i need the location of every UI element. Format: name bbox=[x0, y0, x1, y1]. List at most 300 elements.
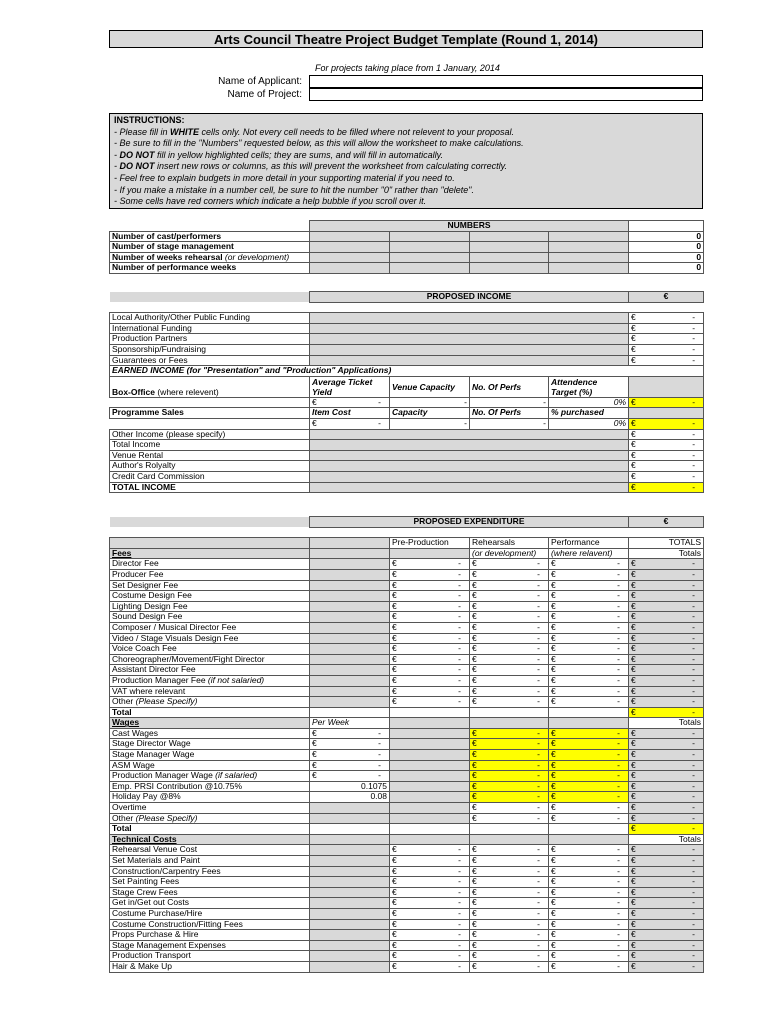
currency-header: € bbox=[629, 517, 704, 528]
currency-cell[interactable] bbox=[390, 887, 470, 898]
euro-sign: € bbox=[631, 450, 636, 460]
dash-value: - bbox=[617, 802, 620, 813]
currency-cell[interactable] bbox=[629, 450, 704, 461]
currency-cell[interactable] bbox=[470, 612, 549, 623]
euro-sign: € bbox=[472, 919, 477, 929]
dash-value: - bbox=[537, 633, 540, 643]
currency-cell[interactable] bbox=[470, 856, 549, 867]
currency-cell[interactable] bbox=[549, 569, 629, 580]
cell bbox=[310, 302, 704, 313]
currency-cell[interactable] bbox=[310, 739, 390, 750]
currency-cell bbox=[470, 792, 549, 803]
currency-cell[interactable] bbox=[470, 813, 549, 824]
cell bbox=[390, 760, 470, 771]
euro-sign: € bbox=[551, 643, 556, 654]
currency-cell[interactable] bbox=[470, 845, 549, 856]
row-label: Production Manager Wage (if salaried) bbox=[110, 771, 310, 782]
dash-value: - bbox=[692, 897, 695, 908]
instruction-line: - Feel free to explain budgets in more detail in your supporting material if you need to. bbox=[114, 172, 455, 183]
currency-cell bbox=[629, 397, 704, 408]
dash-value: - bbox=[617, 654, 620, 664]
currency-cell[interactable] bbox=[549, 908, 629, 919]
currency-cell bbox=[549, 781, 629, 792]
currency-cell[interactable] bbox=[310, 397, 390, 408]
dash-value: - bbox=[692, 813, 695, 823]
cell bbox=[310, 697, 390, 708]
currency-cell[interactable] bbox=[549, 622, 629, 633]
currency-cell[interactable] bbox=[549, 559, 629, 570]
euro-sign: € bbox=[551, 929, 556, 940]
currency-cell[interactable] bbox=[390, 654, 470, 665]
euro-sign: € bbox=[631, 675, 636, 685]
dash-value: - bbox=[537, 919, 540, 929]
currency-cell[interactable] bbox=[390, 665, 470, 676]
currency-cell bbox=[549, 750, 629, 761]
currency-cell[interactable] bbox=[470, 919, 549, 930]
dash-value: - bbox=[458, 643, 461, 654]
table-row bbox=[110, 877, 704, 888]
currency-cell bbox=[470, 760, 549, 771]
row-label: Other (Please Specify) bbox=[110, 697, 310, 708]
dash-value: - bbox=[692, 611, 695, 622]
dash-value[interactable]: - bbox=[390, 397, 470, 408]
euro-sign: € bbox=[392, 897, 397, 908]
cell bbox=[310, 951, 390, 962]
currency-cell[interactable] bbox=[390, 569, 470, 580]
euro-sign: € bbox=[631, 940, 636, 950]
dash-value: - bbox=[617, 760, 620, 770]
euro-sign: € bbox=[551, 738, 556, 749]
currency-cell bbox=[629, 930, 704, 941]
cell bbox=[470, 718, 549, 729]
euro-sign: € bbox=[472, 569, 477, 579]
currency-cell[interactable] bbox=[470, 951, 549, 962]
row-label: Sponsorship/Fundraising bbox=[110, 344, 310, 355]
table-row bbox=[110, 908, 704, 919]
row-label: Emp. PRSI Contribution @10.75% bbox=[110, 781, 310, 792]
table-row bbox=[110, 824, 704, 835]
table-row bbox=[110, 718, 704, 729]
currency-cell[interactable] bbox=[549, 601, 629, 612]
currency-cell[interactable] bbox=[470, 803, 549, 814]
currency-cell[interactable] bbox=[629, 429, 704, 440]
currency-cell bbox=[629, 792, 704, 803]
table-row bbox=[110, 450, 704, 461]
currency-cell bbox=[629, 919, 704, 930]
cell bbox=[390, 781, 470, 792]
currency-cell[interactable] bbox=[629, 323, 704, 334]
totals-header: Totals bbox=[629, 718, 704, 729]
euro-sign: € bbox=[551, 961, 556, 971]
euro-sign: € bbox=[551, 675, 556, 685]
currency-cell[interactable] bbox=[390, 601, 470, 612]
currency-cell[interactable] bbox=[390, 559, 470, 570]
euro-sign: € bbox=[392, 569, 397, 579]
dash-value: - bbox=[617, 558, 620, 569]
dash-value: - bbox=[692, 887, 695, 897]
table-row bbox=[110, 440, 704, 451]
dash-value: - bbox=[458, 919, 461, 929]
row-label: Other Income (please specify) bbox=[110, 429, 310, 440]
currency-cell[interactable] bbox=[470, 877, 549, 888]
currency-cell[interactable] bbox=[470, 622, 549, 633]
input-cell[interactable] bbox=[470, 231, 549, 242]
input-cell[interactable] bbox=[310, 429, 629, 440]
currency-cell bbox=[629, 707, 704, 718]
dash-value: - bbox=[692, 675, 695, 685]
currency-cell[interactable] bbox=[470, 644, 549, 655]
euro-sign: € bbox=[472, 908, 477, 918]
dash-value: - bbox=[692, 312, 696, 323]
currency-cell[interactable] bbox=[470, 569, 549, 580]
euro-sign: € bbox=[392, 919, 397, 929]
currency-cell[interactable] bbox=[310, 750, 390, 761]
dash-value: - bbox=[692, 558, 695, 569]
input-cell[interactable] bbox=[390, 263, 470, 274]
input-cell[interactable] bbox=[310, 323, 629, 334]
table-row bbox=[110, 887, 704, 898]
currency-cell[interactable] bbox=[390, 697, 470, 708]
currency-cell[interactable] bbox=[390, 940, 470, 951]
income-table bbox=[109, 291, 704, 493]
currency-cell[interactable] bbox=[390, 930, 470, 941]
table-row bbox=[110, 313, 704, 324]
input-cell[interactable] bbox=[549, 252, 629, 263]
dash-value: - bbox=[617, 686, 620, 696]
input-cell[interactable] bbox=[470, 263, 549, 274]
row-label: Production Manager Fee (if not salaried) bbox=[110, 675, 310, 686]
dash-value: - bbox=[537, 749, 540, 760]
euro-sign: € bbox=[631, 908, 636, 918]
cell bbox=[110, 517, 310, 528]
euro-sign: € bbox=[312, 760, 317, 770]
input-cell[interactable] bbox=[310, 252, 390, 263]
currency-cell[interactable] bbox=[549, 675, 629, 686]
instruction-line: - Some cells have red corners which indicate a help bubble if you scroll over it. bbox=[114, 196, 427, 207]
currency-cell[interactable] bbox=[470, 930, 549, 941]
row-label: Sound Design Fee bbox=[110, 612, 310, 623]
currency-cell[interactable] bbox=[390, 612, 470, 623]
dash-value: - bbox=[537, 728, 540, 738]
currency-cell[interactable] bbox=[470, 591, 549, 602]
input-cell[interactable] bbox=[310, 242, 390, 253]
currency-cell[interactable] bbox=[470, 887, 549, 898]
input-cell[interactable] bbox=[549, 231, 629, 242]
currency-cell[interactable] bbox=[310, 728, 390, 739]
cell bbox=[310, 569, 390, 580]
dash-value: - bbox=[692, 580, 695, 590]
currency-cell[interactable] bbox=[549, 633, 629, 644]
currency-cell[interactable] bbox=[629, 440, 704, 451]
euro-sign: € bbox=[472, 876, 477, 887]
col-header: Item Cost bbox=[310, 408, 390, 419]
table-row bbox=[110, 951, 704, 962]
euro-sign: € bbox=[551, 569, 556, 579]
currency-cell[interactable] bbox=[549, 940, 629, 951]
currency-cell bbox=[629, 781, 704, 792]
currency-cell[interactable] bbox=[470, 908, 549, 919]
currency-cell[interactable] bbox=[470, 898, 549, 909]
currency-cell[interactable] bbox=[390, 951, 470, 962]
currency-cell[interactable] bbox=[549, 803, 629, 814]
currency-cell[interactable] bbox=[390, 856, 470, 867]
table-row bbox=[110, 323, 704, 334]
currency-cell[interactable] bbox=[470, 940, 549, 951]
euro-sign: € bbox=[472, 802, 477, 813]
row-label: Rehearsal Venue Cost bbox=[110, 845, 310, 856]
euro-sign: € bbox=[551, 908, 556, 918]
technical-section-label: Technical Costs bbox=[110, 834, 310, 845]
currency-cell bbox=[549, 771, 629, 782]
dash-value: - bbox=[537, 580, 540, 590]
currency-cell[interactable] bbox=[390, 675, 470, 686]
currency-cell[interactable] bbox=[549, 686, 629, 697]
table-row bbox=[110, 527, 704, 538]
currency-cell[interactable] bbox=[470, 654, 549, 665]
table-row bbox=[110, 538, 704, 549]
table-row bbox=[110, 845, 704, 856]
currency-cell bbox=[629, 665, 704, 676]
dash-value: - bbox=[458, 633, 461, 643]
currency-cell[interactable] bbox=[549, 877, 629, 888]
currency-cell[interactable] bbox=[390, 866, 470, 877]
dash-value: - bbox=[458, 876, 461, 887]
euro-sign: € bbox=[472, 633, 477, 643]
currency-cell[interactable] bbox=[549, 845, 629, 856]
table-row bbox=[110, 781, 704, 792]
table-row bbox=[110, 834, 704, 845]
cell bbox=[390, 792, 470, 803]
currency-cell[interactable] bbox=[390, 877, 470, 888]
euro-sign: € bbox=[631, 580, 636, 590]
currency-cell[interactable] bbox=[629, 461, 704, 472]
euro-sign: € bbox=[551, 728, 556, 738]
currency-cell[interactable] bbox=[549, 697, 629, 708]
currency-cell[interactable] bbox=[310, 418, 390, 429]
input-cell[interactable] bbox=[310, 461, 629, 472]
currency-cell[interactable] bbox=[390, 633, 470, 644]
euro-sign: € bbox=[551, 897, 556, 908]
numbers-header: NUMBERS bbox=[310, 221, 629, 232]
input-cell[interactable] bbox=[310, 450, 629, 461]
dash-value: - bbox=[692, 940, 695, 950]
currency-cell[interactable] bbox=[549, 898, 629, 909]
project-field[interactable] bbox=[309, 88, 703, 101]
currency-cell[interactable] bbox=[470, 633, 549, 644]
cell bbox=[629, 376, 704, 397]
euro-sign: € bbox=[472, 760, 477, 770]
currency-cell[interactable] bbox=[629, 313, 704, 324]
currency-cell bbox=[629, 633, 704, 644]
euro-sign: € bbox=[631, 929, 636, 940]
dash-value: - bbox=[537, 738, 540, 749]
table-row bbox=[110, 728, 704, 739]
percent-value[interactable]: 0% bbox=[549, 418, 629, 429]
row-label: Number of cast/performers bbox=[110, 231, 310, 242]
euro-sign: € bbox=[631, 749, 636, 760]
currency-cell[interactable] bbox=[390, 961, 470, 972]
currency-cell[interactable] bbox=[549, 866, 629, 877]
currency-cell[interactable] bbox=[629, 344, 704, 355]
currency-cell[interactable] bbox=[470, 580, 549, 591]
euro-sign: € bbox=[392, 622, 397, 632]
euro-sign: € bbox=[472, 622, 477, 632]
euro-sign: € bbox=[631, 601, 636, 611]
cell bbox=[310, 538, 390, 549]
currency-cell[interactable] bbox=[390, 591, 470, 602]
expenditure-table bbox=[109, 516, 704, 973]
currency-cell[interactable] bbox=[310, 771, 390, 782]
currency-cell[interactable] bbox=[549, 856, 629, 867]
euro-sign: € bbox=[631, 643, 636, 654]
currency-cell[interactable] bbox=[549, 591, 629, 602]
currency-cell[interactable] bbox=[470, 559, 549, 570]
input-cell[interactable] bbox=[390, 242, 470, 253]
row-label: International Funding bbox=[110, 323, 310, 334]
dash-value[interactable]: - bbox=[470, 397, 549, 408]
page-title: Arts Council Theatre Project Budget Template (Round 1, 2014) bbox=[109, 30, 703, 48]
cell bbox=[390, 718, 470, 729]
euro-sign: € bbox=[472, 950, 477, 961]
euro-sign: € bbox=[551, 760, 556, 770]
input-cell[interactable] bbox=[390, 252, 470, 263]
currency-cell[interactable] bbox=[390, 898, 470, 909]
col-note: (or development) bbox=[470, 548, 549, 559]
dash-value: - bbox=[692, 738, 695, 749]
currency-cell[interactable] bbox=[390, 622, 470, 633]
input-cell[interactable] bbox=[310, 313, 629, 324]
input-cell[interactable] bbox=[390, 231, 470, 242]
euro-sign: € bbox=[472, 961, 477, 971]
currency-cell[interactable] bbox=[390, 845, 470, 856]
euro-sign: € bbox=[392, 887, 397, 897]
instruction-line: - If you make a mistake in a number cell, be sure to hit the number "0" rather than "delete". bbox=[114, 184, 474, 195]
cell bbox=[310, 675, 390, 686]
input-cell[interactable] bbox=[310, 231, 390, 242]
input-cell[interactable] bbox=[310, 263, 390, 274]
currency-cell[interactable] bbox=[549, 919, 629, 930]
table-row bbox=[110, 633, 704, 644]
currency-cell[interactable] bbox=[390, 644, 470, 655]
dash-value: - bbox=[617, 940, 620, 950]
currency-cell[interactable] bbox=[549, 930, 629, 941]
dash-value: - bbox=[537, 866, 540, 876]
cell bbox=[310, 559, 390, 570]
input-cell[interactable] bbox=[310, 471, 629, 482]
currency-cell[interactable] bbox=[470, 686, 549, 697]
currency-cell[interactable] bbox=[549, 644, 629, 655]
currency-cell[interactable] bbox=[390, 908, 470, 919]
currency-cell[interactable] bbox=[470, 866, 549, 877]
euro-sign: € bbox=[551, 633, 556, 643]
dash-value: - bbox=[692, 855, 695, 865]
dash-value: - bbox=[537, 844, 540, 855]
currency-cell[interactable] bbox=[629, 334, 704, 345]
row-label: Set Materials and Paint bbox=[110, 856, 310, 867]
dash-value[interactable]: - bbox=[390, 418, 470, 429]
col-header: No. Of Perfs bbox=[470, 408, 549, 419]
dash-value: - bbox=[458, 601, 461, 611]
currency-cell[interactable] bbox=[549, 951, 629, 962]
dash-value: - bbox=[692, 707, 695, 717]
euro-sign: € bbox=[312, 728, 317, 738]
currency-cell bbox=[470, 750, 549, 761]
table-row bbox=[110, 591, 704, 602]
input-cell[interactable] bbox=[549, 242, 629, 253]
cell bbox=[310, 930, 390, 941]
table-row bbox=[110, 242, 704, 253]
applicant-field[interactable] bbox=[309, 75, 703, 88]
input-cell[interactable] bbox=[310, 334, 629, 345]
currency-cell[interactable] bbox=[470, 601, 549, 612]
number-value: 0 bbox=[629, 252, 704, 263]
dash-value: - bbox=[458, 929, 461, 940]
currency-cell[interactable] bbox=[470, 675, 549, 686]
euro-sign: € bbox=[472, 686, 477, 696]
table-row bbox=[110, 355, 704, 366]
cell bbox=[310, 654, 390, 665]
currency-cell[interactable] bbox=[390, 580, 470, 591]
input-cell[interactable] bbox=[470, 252, 549, 263]
euro-sign: € bbox=[631, 333, 636, 344]
currency-cell[interactable] bbox=[629, 355, 704, 366]
currency-cell[interactable] bbox=[470, 665, 549, 676]
dash-value: - bbox=[692, 590, 695, 601]
currency-cell[interactable] bbox=[549, 612, 629, 623]
currency-cell[interactable] bbox=[629, 471, 704, 482]
dash-value: - bbox=[537, 654, 540, 664]
project-label: Name of Project: bbox=[227, 89, 302, 100]
dash-value: - bbox=[378, 728, 381, 738]
cell bbox=[110, 292, 310, 303]
dash-value: - bbox=[537, 770, 540, 781]
input-cell[interactable] bbox=[310, 440, 629, 451]
input-cell[interactable] bbox=[310, 355, 629, 366]
currency-cell[interactable] bbox=[549, 813, 629, 824]
currency-cell[interactable] bbox=[470, 961, 549, 972]
euro-sign: € bbox=[312, 397, 317, 407]
programme-label: Programme Sales bbox=[110, 408, 310, 419]
currency-cell[interactable] bbox=[549, 654, 629, 665]
cell bbox=[310, 591, 390, 602]
currency-cell[interactable] bbox=[470, 697, 549, 708]
euro-sign: € bbox=[392, 855, 397, 865]
currency-cell[interactable] bbox=[310, 760, 390, 771]
currency-cell[interactable] bbox=[549, 580, 629, 591]
dash-value[interactable]: - bbox=[470, 418, 549, 429]
cell bbox=[310, 580, 390, 591]
euro-sign: € bbox=[551, 664, 556, 675]
currency-cell[interactable] bbox=[549, 665, 629, 676]
percent-value[interactable]: 0% bbox=[549, 397, 629, 408]
dash-value: - bbox=[692, 633, 695, 643]
currency-cell[interactable] bbox=[549, 887, 629, 898]
euro-sign: € bbox=[472, 749, 477, 760]
input-cell[interactable] bbox=[549, 263, 629, 274]
row-label: Lighting Design Fee bbox=[110, 601, 310, 612]
currency-cell[interactable] bbox=[390, 919, 470, 930]
currency-cell bbox=[629, 760, 704, 771]
total-label: Total bbox=[110, 824, 310, 835]
cell bbox=[390, 728, 470, 739]
row-label: Director Fee bbox=[110, 559, 310, 570]
euro-sign: € bbox=[392, 844, 397, 855]
input-cell[interactable] bbox=[310, 344, 629, 355]
currency-cell[interactable] bbox=[390, 686, 470, 697]
euro-sign: € bbox=[551, 791, 556, 802]
currency-cell[interactable] bbox=[549, 961, 629, 972]
input-cell[interactable] bbox=[470, 242, 549, 253]
